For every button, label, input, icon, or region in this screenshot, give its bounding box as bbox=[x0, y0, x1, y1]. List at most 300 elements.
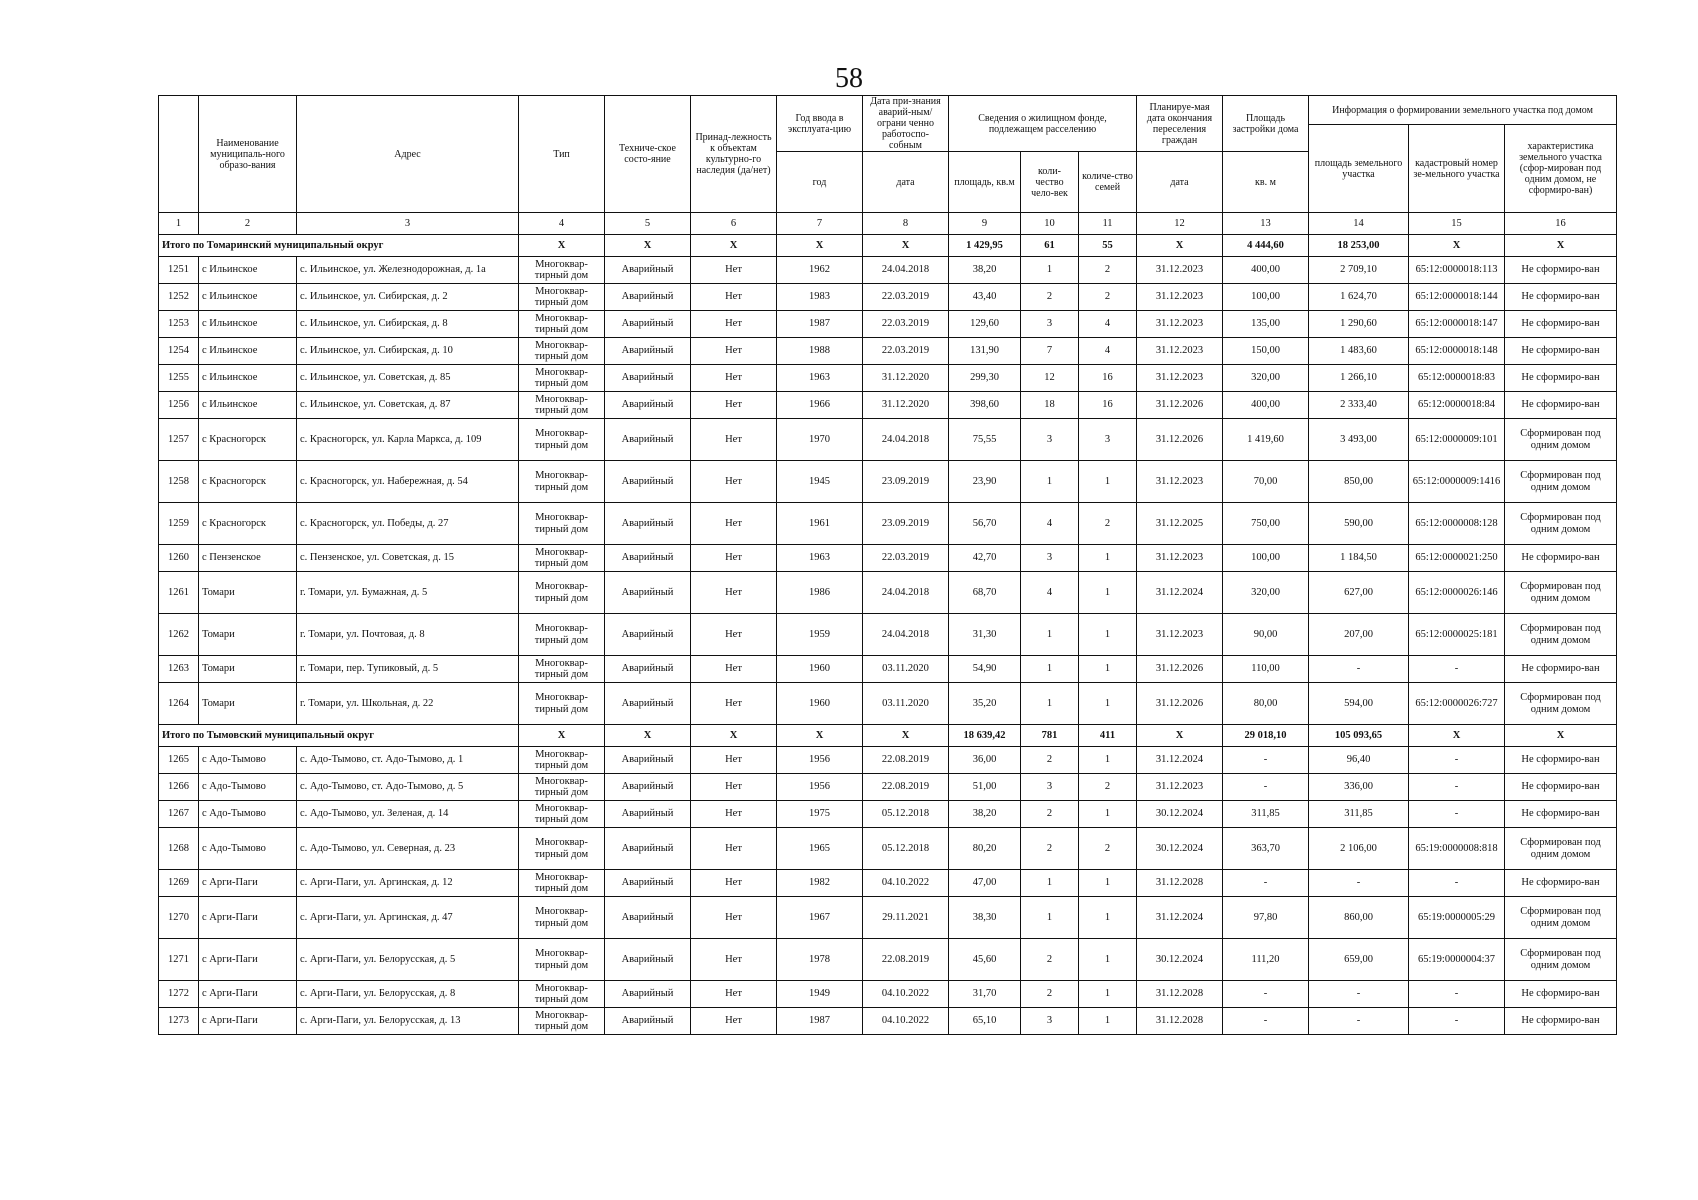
address: с. Ильинское, ул. Сибирская, д. 10 bbox=[297, 338, 519, 365]
total-c12: X bbox=[1137, 235, 1223, 257]
total-c14: 18 253,00 bbox=[1309, 235, 1409, 257]
heritage-flag: Нет bbox=[691, 419, 777, 461]
municipality: Томари bbox=[199, 656, 297, 683]
municipality: с Красногорск bbox=[199, 503, 297, 545]
row-number: 1252 bbox=[159, 284, 199, 311]
address: с. Арги-Паги, ул. Аргинская, д. 47 bbox=[297, 897, 519, 939]
land-characteristic: Сформирован под одним домом bbox=[1505, 683, 1617, 725]
condition: Аварийный bbox=[605, 284, 691, 311]
column-number: 11 bbox=[1079, 213, 1137, 235]
page-number: 58 bbox=[835, 63, 863, 94]
table-row bbox=[159, 1008, 1617, 1035]
building-type: Многоквар-тирный дом bbox=[519, 614, 605, 656]
land-characteristic: Не сформиро-ван bbox=[1505, 981, 1617, 1008]
column-number: 13 bbox=[1223, 213, 1309, 235]
subheader-date: дата bbox=[863, 152, 949, 213]
building-type: Многоквар-тирный дом bbox=[519, 461, 605, 503]
planned-date: 31.12.2023 bbox=[1137, 774, 1223, 801]
section-total-row bbox=[159, 235, 1617, 257]
cadastral-number: - bbox=[1409, 801, 1505, 828]
condition: Аварийный bbox=[605, 774, 691, 801]
emergency-date: 04.10.2022 bbox=[863, 981, 949, 1008]
building-type: Многоквар-тирный дом bbox=[519, 870, 605, 897]
emergency-date: 04.10.2022 bbox=[863, 870, 949, 897]
cadastral-number: - bbox=[1409, 656, 1505, 683]
family-count: 1 bbox=[1079, 572, 1137, 614]
condition: Аварийный bbox=[605, 801, 691, 828]
column-number: 10 bbox=[1021, 213, 1079, 235]
family-count: 2 bbox=[1079, 284, 1137, 311]
heritage-flag: Нет bbox=[691, 284, 777, 311]
land-characteristic: Не сформиро-ван bbox=[1505, 365, 1617, 392]
building-type: Многоквар-тирный дом bbox=[519, 1008, 605, 1035]
building-area: 320,00 bbox=[1223, 572, 1309, 614]
planned-date: 31.12.2026 bbox=[1137, 656, 1223, 683]
subheader-families: количе-ство семей bbox=[1079, 152, 1137, 213]
subheader-people: коли-чество чело-век bbox=[1021, 152, 1079, 213]
emergency-date: 22.03.2019 bbox=[863, 311, 949, 338]
condition: Аварийный bbox=[605, 311, 691, 338]
family-count: 1 bbox=[1079, 461, 1137, 503]
building-area: 1 419,60 bbox=[1223, 419, 1309, 461]
heritage-flag: Нет bbox=[691, 365, 777, 392]
living-area: 75,55 bbox=[949, 419, 1021, 461]
table-row bbox=[159, 614, 1617, 656]
emergency-date: 23.09.2019 bbox=[863, 503, 949, 545]
building-area: - bbox=[1223, 870, 1309, 897]
living-area: 36,00 bbox=[949, 747, 1021, 774]
address: г. Томари, пер. Тупиковый, д. 5 bbox=[297, 656, 519, 683]
condition: Аварийный bbox=[605, 572, 691, 614]
building-type: Многоквар-тирный дом bbox=[519, 572, 605, 614]
people-count: 3 bbox=[1021, 774, 1079, 801]
condition: Аварийный bbox=[605, 1008, 691, 1035]
living-area: 38,20 bbox=[949, 257, 1021, 284]
table-row bbox=[159, 747, 1617, 774]
heritage-flag: Нет bbox=[691, 503, 777, 545]
living-area: 129,60 bbox=[949, 311, 1021, 338]
section-total-row bbox=[159, 725, 1617, 747]
condition: Аварийный bbox=[605, 419, 691, 461]
cadastral-number: - bbox=[1409, 981, 1505, 1008]
cadastral-number: 65:12:0000021:250 bbox=[1409, 545, 1505, 572]
building-type: Многоквар-тирный дом bbox=[519, 939, 605, 981]
municipality: Томари bbox=[199, 614, 297, 656]
municipality: Томари bbox=[199, 683, 297, 725]
people-count: 4 bbox=[1021, 572, 1079, 614]
living-area: 38,30 bbox=[949, 897, 1021, 939]
building-type: Многоквар-тирный дом bbox=[519, 828, 605, 870]
total-c16: X bbox=[1505, 235, 1617, 257]
family-count: 4 bbox=[1079, 311, 1137, 338]
family-count: 1 bbox=[1079, 870, 1137, 897]
condition: Аварийный bbox=[605, 683, 691, 725]
land-characteristic: Сформирован под одним домом bbox=[1505, 828, 1617, 870]
total-c12: X bbox=[1137, 725, 1223, 747]
municipality: с Арги-Паги bbox=[199, 897, 297, 939]
address: с. Красногорск, ул. Победы, д. 27 bbox=[297, 503, 519, 545]
family-count: 1 bbox=[1079, 545, 1137, 572]
subheader-year: год bbox=[777, 152, 863, 213]
table-row bbox=[159, 419, 1617, 461]
condition: Аварийный bbox=[605, 503, 691, 545]
commission-year: 1961 bbox=[777, 503, 863, 545]
land-area: 850,00 bbox=[1309, 461, 1409, 503]
total-c7: X bbox=[777, 725, 863, 747]
commission-year: 1965 bbox=[777, 828, 863, 870]
address: с. Ильинское, ул. Железнодорожная, д. 1а bbox=[297, 257, 519, 284]
building-area: - bbox=[1223, 747, 1309, 774]
people-count: 12 bbox=[1021, 365, 1079, 392]
total-c9: 18 639,42 bbox=[949, 725, 1021, 747]
total-c13: 4 444,60 bbox=[1223, 235, 1309, 257]
condition: Аварийный bbox=[605, 939, 691, 981]
total-c14: 105 093,65 bbox=[1309, 725, 1409, 747]
emergency-date: 22.08.2019 bbox=[863, 774, 949, 801]
people-count: 3 bbox=[1021, 1008, 1079, 1035]
table-row bbox=[159, 284, 1617, 311]
cadastral-number: 65:12:0000018:144 bbox=[1409, 284, 1505, 311]
address: с. Адо-Тымово, ул. Зеленая, д. 14 bbox=[297, 801, 519, 828]
living-area: 31,70 bbox=[949, 981, 1021, 1008]
condition: Аварийный bbox=[605, 545, 691, 572]
subheader-area: площадь, кв.м bbox=[949, 152, 1021, 213]
total-c13: 29 018,10 bbox=[1223, 725, 1309, 747]
family-count: 1 bbox=[1079, 1008, 1137, 1035]
column-number: 14 bbox=[1309, 213, 1409, 235]
family-count: 1 bbox=[1079, 801, 1137, 828]
land-characteristic: Не сформиро-ван bbox=[1505, 656, 1617, 683]
land-area: - bbox=[1309, 1008, 1409, 1035]
header-municipality: Наименование муниципаль-ного образо-вания bbox=[199, 96, 297, 213]
building-area: 150,00 bbox=[1223, 338, 1309, 365]
living-area: 131,90 bbox=[949, 338, 1021, 365]
section-total-label: Итого по Тымовский муниципальный округ bbox=[159, 725, 519, 747]
commission-year: 1959 bbox=[777, 614, 863, 656]
building-area: 363,70 bbox=[1223, 828, 1309, 870]
family-count: 16 bbox=[1079, 392, 1137, 419]
row-number: 1260 bbox=[159, 545, 199, 572]
row-number: 1273 bbox=[159, 1008, 199, 1035]
table-row bbox=[159, 257, 1617, 284]
people-count: 4 bbox=[1021, 503, 1079, 545]
cadastral-number: - bbox=[1409, 1008, 1505, 1035]
cadastral-number: 65:12:0000008:128 bbox=[1409, 503, 1505, 545]
cadastral-number: 65:19:0000005:29 bbox=[1409, 897, 1505, 939]
building-area: 90,00 bbox=[1223, 614, 1309, 656]
land-characteristic: Не сформиро-ван bbox=[1505, 774, 1617, 801]
building-area: 80,00 bbox=[1223, 683, 1309, 725]
total-c11: 411 bbox=[1079, 725, 1137, 747]
total-c11: 55 bbox=[1079, 235, 1137, 257]
land-characteristic: Сформирован под одним домом bbox=[1505, 572, 1617, 614]
header-land-area: площадь земельного участка bbox=[1309, 125, 1409, 213]
land-characteristic: Не сформиро-ван bbox=[1505, 311, 1617, 338]
row-number: 1270 bbox=[159, 897, 199, 939]
planned-date: 31.12.2024 bbox=[1137, 572, 1223, 614]
address: с. Арги-Паги, ул. Белорусская, д. 5 bbox=[297, 939, 519, 981]
municipality: с Красногорск bbox=[199, 461, 297, 503]
building-area: 70,00 bbox=[1223, 461, 1309, 503]
total-c4: X bbox=[519, 725, 605, 747]
address: с. Ильинское, ул. Сибирская, д. 8 bbox=[297, 311, 519, 338]
table-row bbox=[159, 365, 1617, 392]
row-number: 1261 bbox=[159, 572, 199, 614]
family-count: 1 bbox=[1079, 656, 1137, 683]
total-c8: X bbox=[863, 235, 949, 257]
planned-date: 30.12.2024 bbox=[1137, 939, 1223, 981]
land-area: - bbox=[1309, 870, 1409, 897]
land-area: 590,00 bbox=[1309, 503, 1409, 545]
planned-date: 31.12.2023 bbox=[1137, 461, 1223, 503]
cadastral-number: 65:19:0000004:37 bbox=[1409, 939, 1505, 981]
table-row bbox=[159, 461, 1617, 503]
family-count: 2 bbox=[1079, 503, 1137, 545]
address: с. Ильинское, ул. Советская, д. 85 bbox=[297, 365, 519, 392]
people-count: 2 bbox=[1021, 747, 1079, 774]
column-number: 1 bbox=[159, 213, 199, 235]
commission-year: 1986 bbox=[777, 572, 863, 614]
building-area: 400,00 bbox=[1223, 392, 1309, 419]
people-count: 1 bbox=[1021, 614, 1079, 656]
people-count: 2 bbox=[1021, 981, 1079, 1008]
emergency-date: 24.04.2018 bbox=[863, 419, 949, 461]
heritage-flag: Нет bbox=[691, 311, 777, 338]
column-number: 16 bbox=[1505, 213, 1617, 235]
land-area: 3 493,00 bbox=[1309, 419, 1409, 461]
building-type: Многоквар-тирный дом bbox=[519, 897, 605, 939]
emergency-date: 29.11.2021 bbox=[863, 897, 949, 939]
heritage-flag: Нет bbox=[691, 392, 777, 419]
subheader-plan-date: дата bbox=[1137, 152, 1223, 213]
address: г. Томари, ул. Бумажная, д. 5 bbox=[297, 572, 519, 614]
cadastral-number: 65:12:0000025:181 bbox=[1409, 614, 1505, 656]
planned-date: 31.12.2023 bbox=[1137, 614, 1223, 656]
building-area: 97,80 bbox=[1223, 897, 1309, 939]
header-land-char: характеристика земельного участка (сфор-мирован под одним домом, не сформиро-ван) bbox=[1505, 125, 1617, 213]
building-type: Многоквар-тирный дом bbox=[519, 392, 605, 419]
emergency-date: 31.12.2020 bbox=[863, 365, 949, 392]
subheader-sqm: кв. м bbox=[1223, 152, 1309, 213]
family-count: 2 bbox=[1079, 828, 1137, 870]
commission-year: 1956 bbox=[777, 747, 863, 774]
land-area: 207,00 bbox=[1309, 614, 1409, 656]
address: с. Арги-Паги, ул. Белорусская, д. 13 bbox=[297, 1008, 519, 1035]
header-address: Адрес bbox=[297, 96, 519, 213]
header-year: Год ввода в эксплуата-цию bbox=[777, 96, 863, 152]
table-row bbox=[159, 774, 1617, 801]
land-characteristic: Сформирован под одним домом bbox=[1505, 419, 1617, 461]
column-number: 8 bbox=[863, 213, 949, 235]
planned-date: 31.12.2028 bbox=[1137, 870, 1223, 897]
row-number: 1269 bbox=[159, 870, 199, 897]
total-c7: X bbox=[777, 235, 863, 257]
cadastral-number: - bbox=[1409, 870, 1505, 897]
municipality: с Ильинское bbox=[199, 392, 297, 419]
municipality: с Адо-Тымово bbox=[199, 801, 297, 828]
land-area: 860,00 bbox=[1309, 897, 1409, 939]
header-emergency-date: Дата при-знания аварий-ным/ограни ченно работоспо-собным bbox=[863, 96, 949, 152]
land-characteristic: Не сформиро-ван bbox=[1505, 1008, 1617, 1035]
row-number: 1257 bbox=[159, 419, 199, 461]
municipality: с Ильинское bbox=[199, 365, 297, 392]
table-body bbox=[159, 213, 1617, 1035]
cadastral-number: 65:12:0000026:727 bbox=[1409, 683, 1505, 725]
family-count: 4 bbox=[1079, 338, 1137, 365]
cadastral-number: 65:12:0000026:146 bbox=[1409, 572, 1505, 614]
land-characteristic: Сформирован под одним домом bbox=[1505, 461, 1617, 503]
emergency-date: 22.08.2019 bbox=[863, 939, 949, 981]
land-area: - bbox=[1309, 656, 1409, 683]
heritage-flag: Нет bbox=[691, 461, 777, 503]
total-c5: X bbox=[605, 725, 691, 747]
emergency-date: 22.03.2019 bbox=[863, 338, 949, 365]
planned-date: 31.12.2023 bbox=[1137, 257, 1223, 284]
land-characteristic: Сформирован под одним домом bbox=[1505, 897, 1617, 939]
people-count: 1 bbox=[1021, 257, 1079, 284]
header-planned-date: Планируе-мая дата окончания переселения граждан bbox=[1137, 96, 1223, 152]
heritage-flag: Нет bbox=[691, 1008, 777, 1035]
column-number: 9 bbox=[949, 213, 1021, 235]
land-characteristic: Не сформиро-ван bbox=[1505, 801, 1617, 828]
commission-year: 1978 bbox=[777, 939, 863, 981]
building-area: 100,00 bbox=[1223, 284, 1309, 311]
building-area: 750,00 bbox=[1223, 503, 1309, 545]
address: г. Томари, ул. Школьная, д. 22 bbox=[297, 683, 519, 725]
municipality: с Арги-Паги bbox=[199, 939, 297, 981]
cadastral-number: 65:12:0000018:83 bbox=[1409, 365, 1505, 392]
row-number: 1254 bbox=[159, 338, 199, 365]
condition: Аварийный bbox=[605, 828, 691, 870]
living-area: 42,70 bbox=[949, 545, 1021, 572]
commission-year: 1960 bbox=[777, 683, 863, 725]
people-count: 18 bbox=[1021, 392, 1079, 419]
municipality: с Ильинское bbox=[199, 257, 297, 284]
people-count: 1 bbox=[1021, 656, 1079, 683]
people-count: 7 bbox=[1021, 338, 1079, 365]
living-area: 65,10 bbox=[949, 1008, 1021, 1035]
total-c10: 781 bbox=[1021, 725, 1079, 747]
family-count: 2 bbox=[1079, 774, 1137, 801]
column-number: 3 bbox=[297, 213, 519, 235]
people-count: 2 bbox=[1021, 828, 1079, 870]
municipality: с Ильинское bbox=[199, 311, 297, 338]
living-area: 299,30 bbox=[949, 365, 1021, 392]
condition: Аварийный bbox=[605, 392, 691, 419]
cadastral-number: - bbox=[1409, 747, 1505, 774]
emergency-date: 24.04.2018 bbox=[863, 257, 949, 284]
commission-year: 1983 bbox=[777, 284, 863, 311]
emergency-date: 22.03.2019 bbox=[863, 284, 949, 311]
table-row bbox=[159, 801, 1617, 828]
land-characteristic: Не сформиро-ван bbox=[1505, 392, 1617, 419]
total-c6: X bbox=[691, 725, 777, 747]
heritage-flag: Нет bbox=[691, 801, 777, 828]
building-type: Многоквар-тирный дом bbox=[519, 683, 605, 725]
heritage-flag: Нет bbox=[691, 338, 777, 365]
address: с. Красногорск, ул. Набережная, д. 54 bbox=[297, 461, 519, 503]
column-number: 2 bbox=[199, 213, 297, 235]
building-type: Многоквар-тирный дом bbox=[519, 284, 605, 311]
land-area: 1 266,10 bbox=[1309, 365, 1409, 392]
commission-year: 1963 bbox=[777, 365, 863, 392]
people-count: 2 bbox=[1021, 284, 1079, 311]
emergency-date: 22.03.2019 bbox=[863, 545, 949, 572]
land-characteristic: Не сформиро-ван bbox=[1505, 284, 1617, 311]
condition: Аварийный bbox=[605, 747, 691, 774]
cadastral-number: 65:12:0000009:101 bbox=[1409, 419, 1505, 461]
living-area: 31,30 bbox=[949, 614, 1021, 656]
condition: Аварийный bbox=[605, 614, 691, 656]
total-c6: X bbox=[691, 235, 777, 257]
family-count: 1 bbox=[1079, 614, 1137, 656]
land-area: 336,00 bbox=[1309, 774, 1409, 801]
condition: Аварийный bbox=[605, 870, 691, 897]
land-area: 2 106,00 bbox=[1309, 828, 1409, 870]
land-characteristic: Сформирован под одним домом bbox=[1505, 503, 1617, 545]
planned-date: 31.12.2023 bbox=[1137, 365, 1223, 392]
row-number: 1259 bbox=[159, 503, 199, 545]
commission-year: 1982 bbox=[777, 870, 863, 897]
total-c15: X bbox=[1409, 725, 1505, 747]
people-count: 2 bbox=[1021, 939, 1079, 981]
commission-year: 1987 bbox=[777, 311, 863, 338]
commission-year: 1975 bbox=[777, 801, 863, 828]
cadastral-number: - bbox=[1409, 774, 1505, 801]
emergency-date: 24.04.2018 bbox=[863, 614, 949, 656]
building-type: Многоквар-тирный дом bbox=[519, 338, 605, 365]
total-c4: X bbox=[519, 235, 605, 257]
emergency-date: 04.10.2022 bbox=[863, 1008, 949, 1035]
heritage-flag: Нет bbox=[691, 257, 777, 284]
header-land-info: Информация о формировании земельного участка под домом bbox=[1309, 96, 1617, 125]
living-area: 56,70 bbox=[949, 503, 1021, 545]
row-number: 1264 bbox=[159, 683, 199, 725]
address: с. Адо-Тымово, ул. Северная, д. 23 bbox=[297, 828, 519, 870]
people-count: 1 bbox=[1021, 461, 1079, 503]
condition: Аварийный bbox=[605, 365, 691, 392]
land-area: 659,00 bbox=[1309, 939, 1409, 981]
planned-date: 31.12.2023 bbox=[1137, 284, 1223, 311]
heritage-flag: Нет bbox=[691, 870, 777, 897]
address: г. Томари, ул. Почтовая, д. 8 bbox=[297, 614, 519, 656]
land-characteristic: Не сформиро-ван bbox=[1505, 747, 1617, 774]
people-count: 2 bbox=[1021, 801, 1079, 828]
header-cadastral: кадастровый номер зе-мельного участка bbox=[1409, 125, 1505, 213]
header-type: Тип bbox=[519, 96, 605, 213]
emergency-date: 03.11.2020 bbox=[863, 683, 949, 725]
building-area: 110,00 bbox=[1223, 656, 1309, 683]
building-area: - bbox=[1223, 774, 1309, 801]
condition: Аварийный bbox=[605, 338, 691, 365]
emergency-date: 03.11.2020 bbox=[863, 656, 949, 683]
land-characteristic: Не сформиро-ван bbox=[1505, 338, 1617, 365]
commission-year: 1988 bbox=[777, 338, 863, 365]
living-area: 35,20 bbox=[949, 683, 1021, 725]
condition: Аварийный bbox=[605, 897, 691, 939]
table-row bbox=[159, 392, 1617, 419]
people-count: 3 bbox=[1021, 545, 1079, 572]
land-characteristic: Не сформиро-ван bbox=[1505, 545, 1617, 572]
municipality: с Адо-Тымово bbox=[199, 828, 297, 870]
column-number: 12 bbox=[1137, 213, 1223, 235]
building-area: 400,00 bbox=[1223, 257, 1309, 284]
address: с. Пензенское, ул. Советская, д. 15 bbox=[297, 545, 519, 572]
municipality: Томари bbox=[199, 572, 297, 614]
heritage-flag: Нет bbox=[691, 572, 777, 614]
building-type: Многоквар-тирный дом bbox=[519, 545, 605, 572]
planned-date: 31.12.2025 bbox=[1137, 503, 1223, 545]
